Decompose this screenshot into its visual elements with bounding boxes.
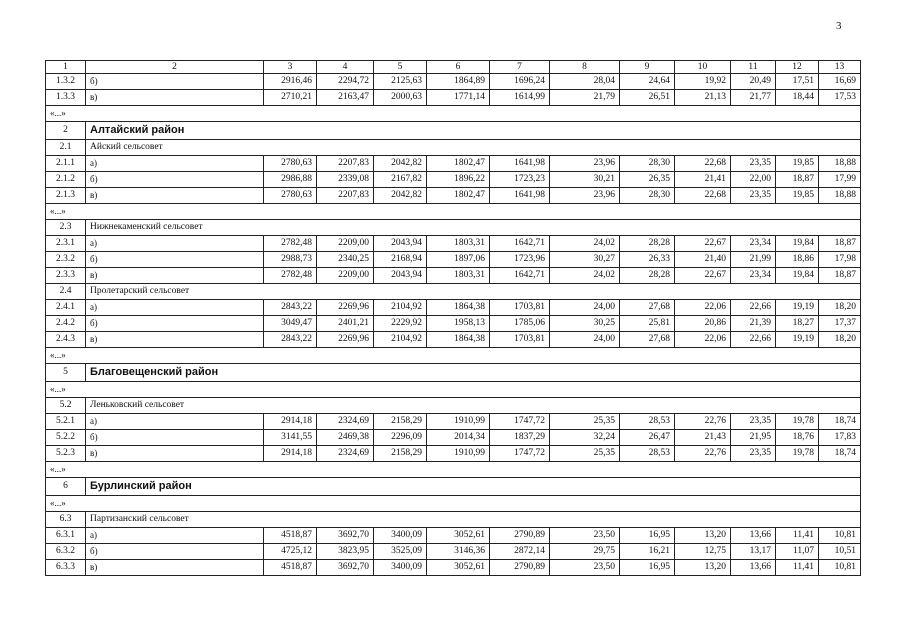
value-cell: 13,66 xyxy=(731,528,776,544)
value-cell: 1642,71 xyxy=(490,236,550,252)
value-cell: 1703,81 xyxy=(490,332,550,348)
value-cell: 1958,13 xyxy=(427,316,490,332)
district-name: Бурлинский район xyxy=(86,478,861,496)
column-header: 1 xyxy=(46,61,86,74)
row-label: б) xyxy=(86,252,264,268)
value-cell: 4518,87 xyxy=(264,560,317,576)
value-cell: 18,88 xyxy=(819,156,861,172)
value-cell: 2782,48 xyxy=(264,268,317,284)
value-cell: 10,51 xyxy=(819,544,861,560)
row-label: в) xyxy=(86,560,264,576)
value-cell: 2158,29 xyxy=(374,414,427,430)
ellipsis-mark: «...» xyxy=(46,496,861,512)
value-cell: 21,79 xyxy=(550,90,620,106)
value-cell: 17,99 xyxy=(819,172,861,188)
value-cell: 1641,98 xyxy=(490,156,550,172)
value-cell: 2269,96 xyxy=(317,332,374,348)
value-cell: 2000,63 xyxy=(374,90,427,106)
table-row xyxy=(46,528,861,544)
value-cell: 1785,06 xyxy=(490,316,550,332)
value-cell: 3146,36 xyxy=(427,544,490,560)
council-name: Пролетарский сельсовет xyxy=(86,284,861,300)
value-cell: 2042,82 xyxy=(374,156,427,172)
value-cell: 17,53 xyxy=(819,90,861,106)
value-cell: 22,68 xyxy=(675,156,731,172)
value-cell: 1614,99 xyxy=(490,90,550,106)
value-cell: 18,20 xyxy=(819,300,861,316)
council-code: 2.4 xyxy=(46,284,86,300)
council-code: 2.3 xyxy=(46,220,86,236)
value-cell: 28,53 xyxy=(620,414,675,430)
value-cell: 1696,24 xyxy=(490,74,550,90)
value-cell: 2167,82 xyxy=(374,172,427,188)
value-cell: 2872,14 xyxy=(490,544,550,560)
value-cell: 12,75 xyxy=(675,544,731,560)
row-code: 5.2.2 xyxy=(46,430,86,446)
value-cell: 20,49 xyxy=(731,74,776,90)
value-cell: 2269,96 xyxy=(317,300,374,316)
value-cell: 29,75 xyxy=(550,544,620,560)
council-row xyxy=(46,140,861,156)
value-cell: 21,39 xyxy=(731,316,776,332)
row-code: 6.3.2 xyxy=(46,544,86,560)
value-cell: 1803,31 xyxy=(427,236,490,252)
value-cell: 19,84 xyxy=(776,236,819,252)
column-header-row xyxy=(46,61,861,74)
district-row xyxy=(46,478,861,496)
value-cell: 24,00 xyxy=(550,332,620,348)
value-cell: 30,25 xyxy=(550,316,620,332)
value-cell: 16,95 xyxy=(620,528,675,544)
value-cell: 2043,94 xyxy=(374,268,427,284)
row-code: 6.3.1 xyxy=(46,528,86,544)
value-cell: 27,68 xyxy=(620,332,675,348)
value-cell: 2916,46 xyxy=(264,74,317,90)
table-row xyxy=(46,172,861,188)
value-cell: 17,83 xyxy=(819,430,861,446)
value-cell: 2790,89 xyxy=(490,528,550,544)
value-cell: 1802,47 xyxy=(427,188,490,204)
value-cell: 22,76 xyxy=(675,414,731,430)
value-cell: 3823,95 xyxy=(317,544,374,560)
value-cell: 19,78 xyxy=(776,414,819,430)
value-cell: 2163,47 xyxy=(317,90,374,106)
value-cell: 3400,09 xyxy=(374,560,427,576)
value-cell: 18,20 xyxy=(819,332,861,348)
row-label: в) xyxy=(86,90,264,106)
value-cell: 18,87 xyxy=(776,172,819,188)
value-cell: 28,28 xyxy=(620,236,675,252)
column-header: 8 xyxy=(550,61,620,74)
ellipsis-mark: «...» xyxy=(46,348,861,364)
row-label: а) xyxy=(86,300,264,316)
value-cell: 2339,08 xyxy=(317,172,374,188)
district-name: Благовещенский район xyxy=(86,364,861,382)
value-cell: 16,69 xyxy=(819,74,861,90)
ellipsis-row xyxy=(46,462,861,478)
value-cell: 2324,69 xyxy=(317,446,374,462)
value-cell: 3692,70 xyxy=(317,560,374,576)
value-cell: 1642,71 xyxy=(490,268,550,284)
table-row xyxy=(46,252,861,268)
value-cell: 25,35 xyxy=(550,414,620,430)
row-label: б) xyxy=(86,430,264,446)
value-cell: 3052,61 xyxy=(427,560,490,576)
table-row xyxy=(46,90,861,106)
value-cell: 2104,92 xyxy=(374,332,427,348)
value-cell: 26,51 xyxy=(620,90,675,106)
value-cell: 11,07 xyxy=(776,544,819,560)
council-name: Нижнекаменский сельсовет xyxy=(86,220,861,236)
row-code: 2.3.2 xyxy=(46,252,86,268)
district-code: 2 xyxy=(46,122,86,140)
value-cell: 2296,09 xyxy=(374,430,427,446)
value-cell: 18,76 xyxy=(776,430,819,446)
value-cell: 19,85 xyxy=(776,188,819,204)
value-cell: 19,85 xyxy=(776,156,819,172)
value-cell: 18,74 xyxy=(819,414,861,430)
row-label: в) xyxy=(86,332,264,348)
value-cell: 22,66 xyxy=(731,300,776,316)
value-cell: 2168,94 xyxy=(374,252,427,268)
value-cell: 3141,55 xyxy=(264,430,317,446)
value-cell: 1864,38 xyxy=(427,300,490,316)
row-label: б) xyxy=(86,74,264,90)
value-cell: 27,68 xyxy=(620,300,675,316)
table-row xyxy=(46,430,861,446)
value-cell: 1803,31 xyxy=(427,268,490,284)
value-cell: 28,53 xyxy=(620,446,675,462)
ellipsis-mark: «...» xyxy=(46,382,861,398)
value-cell: 17,98 xyxy=(819,252,861,268)
value-cell: 1896,22 xyxy=(427,172,490,188)
value-cell: 18,88 xyxy=(819,188,861,204)
table-row xyxy=(46,446,861,462)
value-cell: 3692,70 xyxy=(317,528,374,544)
value-cell: 2710,21 xyxy=(264,90,317,106)
value-cell: 30,21 xyxy=(550,172,620,188)
value-cell: 2125,63 xyxy=(374,74,427,90)
value-cell: 28,28 xyxy=(620,268,675,284)
value-cell: 1910,99 xyxy=(427,414,490,430)
table-row xyxy=(46,188,861,204)
value-cell: 2782,48 xyxy=(264,236,317,252)
row-code: 2.1.1 xyxy=(46,156,86,172)
value-cell: 23,96 xyxy=(550,188,620,204)
value-cell: 23,34 xyxy=(731,236,776,252)
column-header: 5 xyxy=(374,61,427,74)
column-header: 2 xyxy=(86,61,264,74)
value-cell: 3400,09 xyxy=(374,528,427,544)
value-cell: 2014,34 xyxy=(427,430,490,446)
value-cell: 2986,88 xyxy=(264,172,317,188)
value-cell: 18,87 xyxy=(819,236,861,252)
value-cell: 21,77 xyxy=(731,90,776,106)
value-cell: 2324,69 xyxy=(317,414,374,430)
value-cell: 28,30 xyxy=(620,188,675,204)
column-header: 3 xyxy=(264,61,317,74)
value-cell: 2401,21 xyxy=(317,316,374,332)
value-cell: 22,67 xyxy=(675,268,731,284)
value-cell: 13,66 xyxy=(731,560,776,576)
value-cell: 23,50 xyxy=(550,528,620,544)
council-code: 5.2 xyxy=(46,398,86,414)
column-header: 9 xyxy=(620,61,675,74)
row-code: 2.1.3 xyxy=(46,188,86,204)
value-cell: 19,84 xyxy=(776,268,819,284)
value-cell: 2209,00 xyxy=(317,236,374,252)
value-cell: 22,76 xyxy=(675,446,731,462)
value-cell: 1837,29 xyxy=(490,430,550,446)
council-code: 2.1 xyxy=(46,140,86,156)
value-cell: 1723,23 xyxy=(490,172,550,188)
value-cell: 13,17 xyxy=(731,544,776,560)
value-cell: 4518,87 xyxy=(264,528,317,544)
value-cell: 23,96 xyxy=(550,156,620,172)
value-cell: 1747,72 xyxy=(490,414,550,430)
value-cell: 22,67 xyxy=(675,236,731,252)
value-cell: 21,41 xyxy=(675,172,731,188)
value-cell: 2914,18 xyxy=(264,446,317,462)
value-cell: 3049,47 xyxy=(264,316,317,332)
ellipsis-row xyxy=(46,204,861,220)
value-cell: 2843,22 xyxy=(264,300,317,316)
value-cell: 2209,00 xyxy=(317,268,374,284)
row-label: в) xyxy=(86,268,264,284)
value-cell: 1802,47 xyxy=(427,156,490,172)
value-cell: 30,27 xyxy=(550,252,620,268)
value-cell: 18,87 xyxy=(819,268,861,284)
row-label: б) xyxy=(86,544,264,560)
value-cell: 3052,61 xyxy=(427,528,490,544)
row-label: б) xyxy=(86,172,264,188)
value-cell: 19,92 xyxy=(675,74,731,90)
district-code: 6 xyxy=(46,478,86,496)
value-cell: 18,27 xyxy=(776,316,819,332)
value-cell: 1747,72 xyxy=(490,446,550,462)
value-cell: 26,47 xyxy=(620,430,675,446)
value-cell: 1641,98 xyxy=(490,188,550,204)
value-cell: 24,02 xyxy=(550,236,620,252)
table-row xyxy=(46,268,861,284)
council-row xyxy=(46,220,861,236)
value-cell: 21,13 xyxy=(675,90,731,106)
value-cell: 2158,29 xyxy=(374,446,427,462)
table-row xyxy=(46,544,861,560)
value-cell: 1864,89 xyxy=(427,74,490,90)
value-cell: 4725,12 xyxy=(264,544,317,560)
row-label: а) xyxy=(86,236,264,252)
value-cell: 2780,63 xyxy=(264,156,317,172)
value-cell: 2207,83 xyxy=(317,156,374,172)
district-row xyxy=(46,122,861,140)
value-cell: 18,74 xyxy=(819,446,861,462)
value-cell: 2469,38 xyxy=(317,430,374,446)
value-cell: 22,00 xyxy=(731,172,776,188)
value-cell: 1771,14 xyxy=(427,90,490,106)
row-label: в) xyxy=(86,188,264,204)
value-cell: 2042,82 xyxy=(374,188,427,204)
value-cell: 22,68 xyxy=(675,188,731,204)
value-cell: 18,44 xyxy=(776,90,819,106)
value-cell: 22,06 xyxy=(675,332,731,348)
council-name: Айский сельсовет xyxy=(86,140,861,156)
value-cell: 11,41 xyxy=(776,560,819,576)
value-cell: 1864,38 xyxy=(427,332,490,348)
table-row xyxy=(46,156,861,172)
value-cell: 17,51 xyxy=(776,74,819,90)
value-cell: 23,35 xyxy=(731,156,776,172)
value-cell: 2043,94 xyxy=(374,236,427,252)
value-cell: 2104,92 xyxy=(374,300,427,316)
value-cell: 2790,89 xyxy=(490,560,550,576)
value-cell: 10,81 xyxy=(819,560,861,576)
value-cell: 19,19 xyxy=(776,300,819,316)
value-cell: 21,95 xyxy=(731,430,776,446)
value-cell: 3525,09 xyxy=(374,544,427,560)
council-row xyxy=(46,512,861,528)
value-cell: 25,35 xyxy=(550,446,620,462)
column-header: 6 xyxy=(427,61,490,74)
row-code: 2.3.1 xyxy=(46,236,86,252)
value-cell: 20,86 xyxy=(675,316,731,332)
row-label: а) xyxy=(86,414,264,430)
value-cell: 23,35 xyxy=(731,188,776,204)
column-header: 13 xyxy=(819,61,861,74)
value-cell: 23,35 xyxy=(731,414,776,430)
value-cell: 2843,22 xyxy=(264,332,317,348)
value-cell: 19,78 xyxy=(776,446,819,462)
value-cell: 2294,72 xyxy=(317,74,374,90)
value-cell: 2988,73 xyxy=(264,252,317,268)
council-name: Партизанский сельсовет xyxy=(86,512,861,528)
row-code: 2.4.2 xyxy=(46,316,86,332)
row-code: 1.3.2 xyxy=(46,74,86,90)
value-cell: 21,40 xyxy=(675,252,731,268)
table-row xyxy=(46,74,861,90)
value-cell: 28,30 xyxy=(620,156,675,172)
table-row xyxy=(46,300,861,316)
value-cell: 2780,63 xyxy=(264,188,317,204)
value-cell: 26,33 xyxy=(620,252,675,268)
council-name: Леньковский сельсовет xyxy=(86,398,861,414)
ellipsis-mark: «...» xyxy=(46,462,861,478)
value-cell: 2229,92 xyxy=(374,316,427,332)
ellipsis-row xyxy=(46,106,861,122)
value-cell: 1723,96 xyxy=(490,252,550,268)
table-row xyxy=(46,414,861,430)
value-cell: 26,35 xyxy=(620,172,675,188)
value-cell: 23,34 xyxy=(731,268,776,284)
council-code: 6.3 xyxy=(46,512,86,528)
row-code: 2.3.3 xyxy=(46,268,86,284)
row-label: а) xyxy=(86,156,264,172)
value-cell: 24,64 xyxy=(620,74,675,90)
table-row xyxy=(46,236,861,252)
ellipsis-row xyxy=(46,496,861,512)
value-cell: 16,95 xyxy=(620,560,675,576)
row-code: 1.3.3 xyxy=(46,90,86,106)
value-cell: 2340,25 xyxy=(317,252,374,268)
tariff-table xyxy=(45,60,861,576)
page-number: 3 xyxy=(836,20,842,32)
column-header: 4 xyxy=(317,61,374,74)
table-row xyxy=(46,316,861,332)
value-cell: 23,35 xyxy=(731,446,776,462)
district-row xyxy=(46,364,861,382)
row-code: 6.3.3 xyxy=(46,560,86,576)
value-cell: 32,24 xyxy=(550,430,620,446)
value-cell: 2914,18 xyxy=(264,414,317,430)
ellipsis-row xyxy=(46,348,861,364)
value-cell: 13,20 xyxy=(675,528,731,544)
value-cell: 10,81 xyxy=(819,528,861,544)
value-cell: 11,41 xyxy=(776,528,819,544)
row-label: а) xyxy=(86,528,264,544)
value-cell: 25,81 xyxy=(620,316,675,332)
value-cell: 21,99 xyxy=(731,252,776,268)
table-row xyxy=(46,560,861,576)
row-label: б) xyxy=(86,316,264,332)
column-header: 10 xyxy=(675,61,731,74)
column-header: 7 xyxy=(490,61,550,74)
value-cell: 13,20 xyxy=(675,560,731,576)
value-cell: 16,21 xyxy=(620,544,675,560)
value-cell: 21,43 xyxy=(675,430,731,446)
value-cell: 1910,99 xyxy=(427,446,490,462)
table-body xyxy=(46,61,861,576)
value-cell: 1897,06 xyxy=(427,252,490,268)
ellipsis-mark: «...» xyxy=(46,106,861,122)
value-cell: 28,04 xyxy=(550,74,620,90)
ellipsis-mark: «...» xyxy=(46,204,861,220)
value-cell: 17,37 xyxy=(819,316,861,332)
district-name: Алтайский район xyxy=(86,122,861,140)
column-header: 11 xyxy=(731,61,776,74)
table-row xyxy=(46,332,861,348)
value-cell: 24,00 xyxy=(550,300,620,316)
row-code: 2.1.2 xyxy=(46,172,86,188)
column-header: 12 xyxy=(776,61,819,74)
district-code: 5 xyxy=(46,364,86,382)
value-cell: 22,66 xyxy=(731,332,776,348)
value-cell: 18,86 xyxy=(776,252,819,268)
ellipsis-row xyxy=(46,382,861,398)
row-code: 2.4.1 xyxy=(46,300,86,316)
value-cell: 19,19 xyxy=(776,332,819,348)
row-label: в) xyxy=(86,446,264,462)
council-row xyxy=(46,284,861,300)
row-code: 5.2.1 xyxy=(46,414,86,430)
row-code: 2.4.3 xyxy=(46,332,86,348)
value-cell: 1703,81 xyxy=(490,300,550,316)
council-row xyxy=(46,398,861,414)
row-code: 5.2.3 xyxy=(46,446,86,462)
value-cell: 22,06 xyxy=(675,300,731,316)
value-cell: 2207,83 xyxy=(317,188,374,204)
value-cell: 23,50 xyxy=(550,560,620,576)
value-cell: 24,02 xyxy=(550,268,620,284)
